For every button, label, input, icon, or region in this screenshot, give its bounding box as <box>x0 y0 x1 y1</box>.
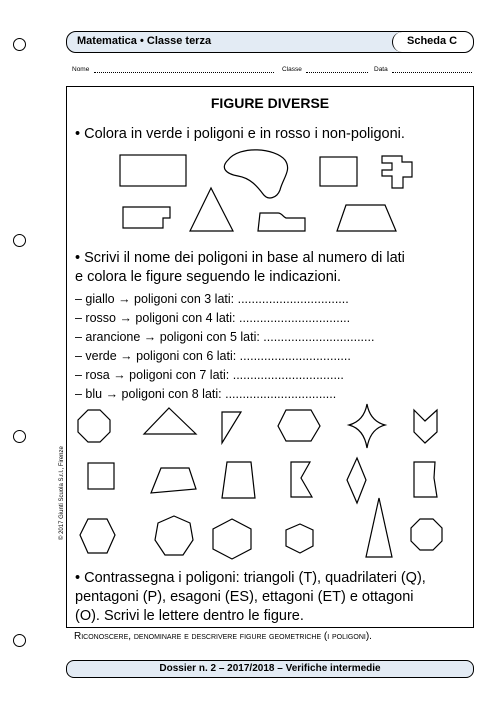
shape-right-triangle[interactable] <box>222 412 241 443</box>
learning-objective: Riconoscere, denominare e descrivere figure geometriche (i poligoni). <box>74 631 372 642</box>
shape-square-small[interactable] <box>88 463 114 489</box>
shape-hexagon-2[interactable] <box>80 519 115 553</box>
color-rule-yellow: – giallo → poligoni con 3 lati: ................................ <box>75 292 349 306</box>
shape-heptagon[interactable] <box>155 516 193 555</box>
shape-hexagon[interactable] <box>278 410 320 441</box>
class-label: Classe <box>282 66 302 73</box>
shape-square[interactable] <box>320 157 357 186</box>
shape-octagon[interactable] <box>78 410 110 442</box>
shape-arrow-polygon[interactable] <box>291 462 312 497</box>
shape-trapezoid[interactable] <box>337 205 396 231</box>
color-rule-pink: – rosa → poligoni con 7 lati: ................................ <box>75 368 344 382</box>
shape-rectangle[interactable] <box>120 155 186 186</box>
shape-rhombus[interactable] <box>347 458 366 503</box>
color-rule-green: – verde → poligoni con 6 lati: ................................ <box>75 349 351 363</box>
exercise-2-line-1: • Scrivi il nome dei poligoni in base al numero di lati <box>75 250 405 266</box>
date-label: Data <box>374 66 388 73</box>
color-rule-orange: – arancione → poligoni con 5 lati: ................................ <box>75 330 375 344</box>
shape-octagon-2[interactable] <box>411 519 442 550</box>
exercise-1-text: • Colora in verde i poligoni e in rosso i non-poligoni. <box>75 126 405 142</box>
footer-text: Dossier n. 2 – 2017/2018 – Verifiche intermedie <box>159 663 381 674</box>
name-label: Nome <box>72 66 90 73</box>
exercise-2-line-2: e colora le figure seguendo le indicazioni. <box>75 269 342 285</box>
subject-title: Matematica • Classe terza <box>77 35 212 47</box>
shape-irregular-pentagon[interactable] <box>414 462 437 497</box>
shape-rounded-non-polygon[interactable] <box>258 213 305 231</box>
exercise-3-line-2: pentagoni (P), esagoni (ES), ettagoni (ET) e ottagoni <box>75 589 414 605</box>
exercise-3-line-3: (O). Scrivi le lettere dentro le figure. <box>75 608 304 624</box>
shape-hexagon-small[interactable] <box>286 524 313 553</box>
color-rule-blue: – blu → poligoni con 8 lati: ................................ <box>75 387 337 401</box>
shape-four-point-star[interactable] <box>349 404 385 448</box>
exercise-3-line-1: • Contrassegna i poligoni: triangoli (T), quadrilateri (Q), <box>75 570 426 586</box>
footer-bar <box>66 660 474 678</box>
shape-triangle[interactable] <box>190 188 233 231</box>
shape-hexagon-3[interactable] <box>213 519 251 559</box>
shape-triangle-obtuse[interactable] <box>144 408 196 434</box>
sheet-label: Scheda C <box>407 35 458 47</box>
shape-concave-polygon[interactable] <box>414 410 437 443</box>
shape-l-polygon[interactable] <box>123 207 170 228</box>
shape-curved-blob[interactable] <box>224 150 287 198</box>
page-title: FIGURE DIVERSE <box>210 95 330 111</box>
shape-trapezoid-tall[interactable] <box>222 462 255 498</box>
color-rule-red: – rosso → poligoni con 4 lati: ................................ <box>75 311 351 325</box>
shape-irregular-polygon[interactable] <box>382 156 412 188</box>
shape-pentagon[interactable] <box>151 468 196 493</box>
copyright-note: © 2017 Giunti Scuola S.r.l., Firenze <box>59 446 65 540</box>
shape-tall-triangle[interactable] <box>366 498 392 557</box>
